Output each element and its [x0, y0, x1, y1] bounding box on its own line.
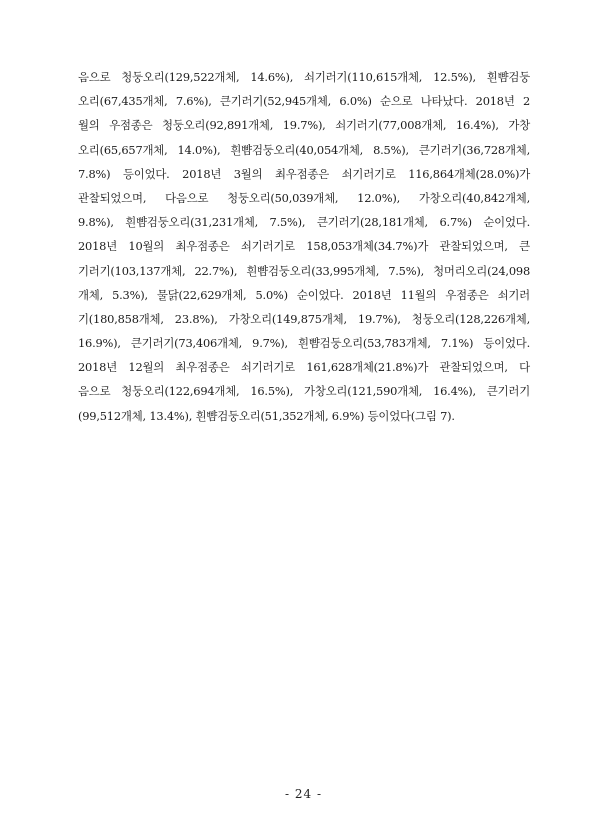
- paragraph-line-5: 7.8%) 등이었다. 2018년 3월의 최우점종은 쇠기러기로 116,864개체(28.0%)가: [78, 166, 530, 181]
- paragraph-line-13: 2018년 12월의 최우점종은 쇠기러기로 161,628개체(21.8%)가 관찰되었으며, 다: [78, 360, 530, 375]
- paragraph-line-8: 2018년 10월의 최우점종은 쇠기러기로 158,053개체(34.7%)가 관찰되었으며, 큰: [78, 239, 530, 254]
- paragraph-line-14: 음으로 청둥오리(122,694개체, 16.5%), 가창오리(121,590개체, 16.4%), 큰기러기: [78, 384, 530, 399]
- body-paragraph: [78, 65, 530, 428]
- paragraph-line-7: 9.8%), 흰뺨검둥오리(31,231개체, 7.5%), 큰기러기(28,181개체, 6.7%) 순이었다.: [78, 215, 530, 230]
- paragraph-line-9: 기러기(103,137개체, 22.7%), 흰뺨검둥오리(33,995개체, 7.5%), 청머리오리(24,098: [78, 263, 530, 278]
- paragraph-line-12: 16.9%), 큰기러기(73,406개체, 9.7%), 흰뺨검둥오리(53,783개체, 7.1%) 등이었다.: [78, 336, 530, 351]
- paragraph-line-10: 개체, 5.3%), 물닭(22,629개체, 5.0%) 순이었다. 2018년 11월의 우점종은 쇠기러: [78, 287, 530, 302]
- paragraph-line-1: 음으로 청둥오리(129,522개체, 14.6%), 쇠기러기(110,615개체, 12.5%), 흰뺨검둥: [78, 70, 530, 84]
- paragraph-line-11: 기(180,858개체, 23.8%), 가창오리(149,875개체, 19.7%), 청둥오리(128,226개체,: [78, 311, 530, 326]
- page-number: - 24 -: [284, 787, 322, 801]
- paragraph-line-4: 오리(65,657개체, 14.0%), 흰뺨검둥오리(40,054개체, 8.5%), 큰기러기(36,728개체,: [78, 142, 530, 157]
- paragraph-line-6: 관찰되었으며, 다음으로 청둥오리(50,039개체, 12.0%), 가창오리(40,842개체,: [78, 190, 530, 205]
- paragraph-line-15: (99,512개체, 13.4%), 흰뺨검둥오리(51,352개체, 6.9%) 등이었다(그림 7).: [78, 408, 455, 423]
- paragraph-line-2: 오리(67,435개체, 7.6%), 큰기러기(52,945개체, 6.0%) 순으로 나타났다. 2018년 2: [78, 94, 530, 109]
- paragraph-line-3: 월의 우점종은 청둥오리(92,891개체, 19.7%), 쇠기러기(77,008개체, 16.4%), 가창: [78, 118, 530, 133]
